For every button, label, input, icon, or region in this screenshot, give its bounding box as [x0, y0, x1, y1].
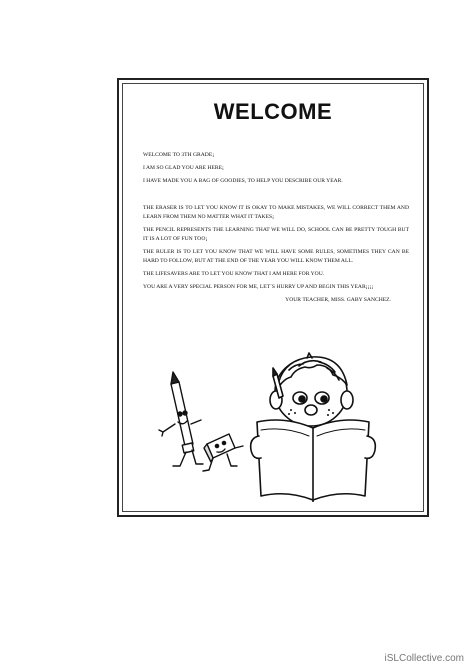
pencil-character — [159, 372, 203, 466]
paragraph-pencil: THE PENCIL REPRESENTS THE LEARNING THAT WE WILL DO, SCHOOL CAN BE PRETTY TOUGH BUT IT IS A LOT OF FUN TOO¡ — [143, 227, 409, 242]
illustration-boy-reading — [149, 352, 399, 502]
paragraph-special: YOU ARE A VERY SPECIAL PERSON FOR ME, LET´S HURRY UP AND BEGIN THIS YEAR¡¡¡¡ — [143, 284, 374, 290]
site-watermark: iSLCollective.com — [384, 653, 464, 664]
paragraph-glad: I AM SO GLAD YOU ARE HERE¡ — [143, 165, 224, 171]
teacher-signature: YOUR TEACHER, MISS. GABY SANCHEZ. — [285, 297, 391, 303]
paragraph-welcome: WELCOME TO 3TH GRADE¡ — [143, 152, 215, 158]
eraser-character — [203, 434, 243, 471]
paragraph-ruler: THE RULER IS TO LET YOU KNOW THAT WE WILL HAVE SOME RULES, SOMETIMES THEY CAN BE HARD TO FOLLOW, BUT AT THE END OF THE YEAR YOU WILL KNOW THEM ALL. — [143, 249, 409, 264]
paragraph-goodies: I HAVE MADE YOU A BAG OF GOODIES, TO HELP YOU DESCRIBE OUR YEAR. — [143, 178, 343, 184]
paragraph-lifesavers: THE LIFESAVERS ARE TO LET YOU KNOW THAT I AM HERE FOR YOU. — [143, 271, 325, 277]
boy-reading — [251, 353, 376, 502]
worksheet-title: WELCOME — [213, 99, 333, 124]
letter-body — [143, 151, 409, 309]
worksheet-frame — [117, 78, 429, 517]
paragraph-eraser: THE ERASER IS TO LET YOU KNOW IT IS OKAY TO MAKE MISTAKES, WE WILL CORRECT THEM AND LEARN FROM THEM NO MATTER WHAT IT TAKES¡ — [143, 205, 409, 220]
